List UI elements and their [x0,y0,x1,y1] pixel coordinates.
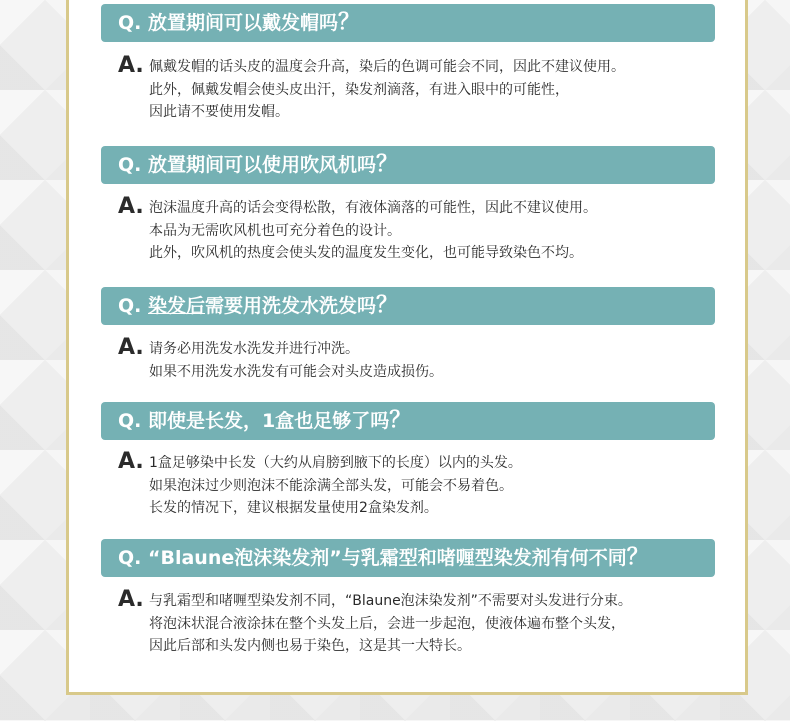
answer-prefix: A. [118,587,144,612]
question-prefix: Q. [118,12,142,34]
question-prefix: Q. [118,295,142,317]
answer-prefix: A. [118,194,144,219]
question-mark: ？ [376,293,399,318]
question-bar [101,402,715,440]
question-mark: ？ [626,545,649,570]
answer-block [118,587,738,658]
question-bar [101,146,715,184]
answer-block [118,194,738,265]
question-text: 放置期间可以使用吹风机吗 [148,154,377,176]
answer-prefix: A. [118,449,144,474]
question-mark: ？ [376,152,399,177]
answer-line: 将泡沫状混合液涂抹在整个头发上后，会进一步起泡，使液体遍布整个头发， [149,615,625,632]
answer-prefix: A. [118,335,144,360]
answer-prefix: A. [118,53,144,78]
answer-block [118,53,738,124]
answer-line: 与乳霜型和啫喱型染发剂不同，“Blaune泡沫染发剂”不需要对头发进行分束。 [149,593,632,609]
answer-line: 本品为无需吹风机也可充分着色的设计。 [149,222,401,239]
question-bar [101,539,715,577]
question-text-underlined: 染发后 [148,295,206,317]
question-bar [101,287,715,325]
question-prefix: Q. [118,547,142,569]
question-text: 需要用洗发水洗发吗 [205,295,377,317]
answer-line: 请务必用洗发水洗发并进行冲洗。 [149,341,359,357]
answer-line: 如果泡沫过少则泡沫不能涂满全部头发，可能会不易着色。 [149,477,513,494]
question-text: “Blaune泡沫染发剂”与乳霜型和啫喱型染发剂有何不同 [148,547,627,569]
question-mark: ？ [338,10,361,35]
answer-line: 佩戴发帽的话头皮的温度会升高，染后的色调可能会不同，因此不建议使用。 [149,59,625,75]
answer-line: 泡沫温度升高的话会变得松散，有液体滴落的可能性，因此不建议使用。 [149,200,597,216]
question-prefix: Q. [118,410,142,432]
question-prefix: Q. [118,154,142,176]
question-bar [101,4,715,42]
answer-block [118,449,738,520]
answer-block [118,335,738,383]
answer-line: 长发的情况下，建议根据发量使用2盒染发剂。 [149,500,438,516]
question-mark: ？ [389,408,412,433]
answer-line: 此外，吹风机的热度会使头发的温度发生变化，也可能导致染色不均。 [149,245,583,261]
answer-line: 此外，佩戴发帽会使头皮出汗，染发剂滴落，有进入眼中的可能性， [149,81,569,98]
answer-line: 如果不用洗发水洗发有可能会对头皮造成损伤。 [149,363,443,380]
answer-line: 1盒足够染中长发（大约从肩膀到腋下的长度）以内的头发。 [149,455,522,471]
answer-line: 因此请不要使用发帽。 [149,104,289,120]
question-text: 即使是长发，1盒也足够了吗 [148,410,390,432]
answer-line: 因此后部和头发内侧也易于染色，这是其一大特长。 [149,638,471,654]
question-text: 放置期间可以戴发帽吗 [148,12,339,34]
